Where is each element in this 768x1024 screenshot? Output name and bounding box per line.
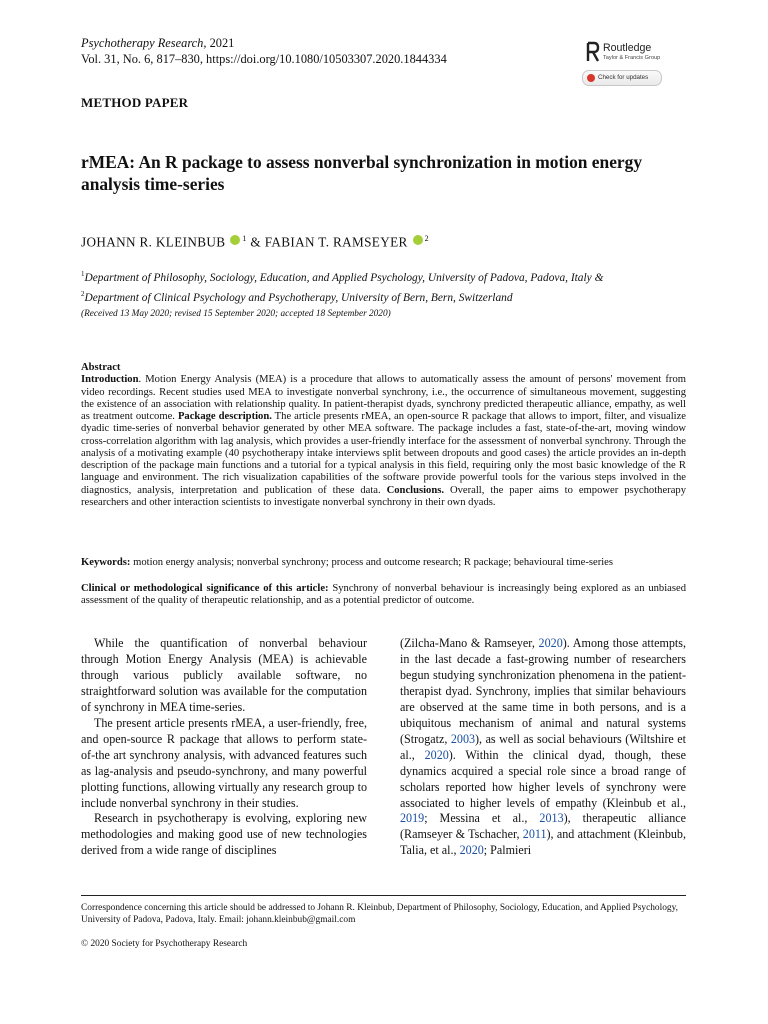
affiliation-1: $^1$Department of Philosophy, Sociology, Education, and Applied Psychology, University of Padova, Padova, Italy & (81, 270, 604, 284)
footnote-divider (81, 895, 686, 896)
author-name: JOHANN R. KLEINBUB (81, 234, 226, 250)
author-affil-mark: 2 (424, 234, 429, 243)
citation-link[interactable]: 2019 (400, 811, 425, 826)
keywords (81, 557, 686, 569)
body-column-left (81, 636, 367, 859)
body-column-right (400, 636, 686, 859)
abstract (81, 362, 686, 509)
body-paragraph: The present article presents rMEA, a user-friendly, free, and open-source R package that allows to perform state-of-the art synchrony analysis, with advanced features such as lag-analysis and pseudo-synchrony, and many powerful plotting functions, allowing virtually any research group to include nonverbal synchrony in their studies. (81, 715, 367, 810)
citation-link[interactable]: 2011 (522, 827, 547, 842)
check-for-updates-button[interactable] (582, 70, 662, 86)
abstract-conclusions-label: Conclusions. (386, 484, 445, 496)
routledge-logo-icon (586, 41, 600, 63)
orcid-icon[interactable] (230, 235, 240, 245)
citation-link[interactable]: 2020 (459, 843, 484, 858)
article-title: rMEA: An R package to assess nonverbal synchronization in motion energy analysis time-series (81, 152, 643, 194)
citation-link[interactable]: 2020 (424, 747, 449, 762)
body-paragraph: Research in psychotherapy is evolving, exploring new methodologies and making good use of new technologies derived from a wide range of disciplines (81, 811, 367, 858)
received-dates: (Received 13 May 2020; revised 15 September 2020; accepted 18 September 2020) (81, 309, 391, 319)
publisher-subname: Taylor & Francis Group (603, 55, 661, 61)
citation-line[interactable]: Vol. 31, No. 6, 817–830, https://doi.org/10.1080/10503307.2020.1844334 (81, 52, 447, 66)
journal-year: , 2021 (203, 36, 235, 50)
journal-header (81, 35, 447, 67)
abstract-heading: Abstract (81, 362, 121, 373)
abstract-conclusions-text: Overall, the paper aims to empower psychotherapy researchers and other interaction scientists to investigate nonverbal synchrony in their own dyads. (81, 484, 686, 508)
crossmark-icon (587, 74, 595, 82)
significance-label: Clinical or methodological significance of this article: (81, 583, 329, 594)
abstract-intro-label: Introduction (81, 374, 139, 386)
journal-name: Psychotherapy Research (81, 36, 204, 50)
keywords-text: motion energy analysis; nonverbal synchrony; process and outcome research; R package; behavioural time-series (130, 557, 613, 568)
significance-statement (81, 583, 686, 608)
affiliation-2: $^2$Department of Clinical Psychology and Psychotherapy, University of Bern, Bern, Switzerland (81, 289, 513, 304)
author-name: FABIAN T. RAMSEYER (264, 234, 408, 250)
keywords-label: Keywords: (81, 557, 131, 568)
abstract-intro-text: . Motion Energy Analysis (MEA) is a procedure that allows to automatically assess the amount of persons' movement from video recordings. Recent studies used MEA to investigate nonverbal synchrony, i.e., the occurrence of simultaneous movement, suggesting the existence of an association with relationship quality. In patient-therapist dyads, synchrony predicted therapeutic alliance, empathy, as well as treatment outcome. (81, 374, 686, 422)
citation-link[interactable]: 2020 (538, 636, 563, 650)
author-list (81, 234, 429, 250)
publisher-name: Routledge (603, 42, 652, 54)
author-separator: & (250, 234, 262, 250)
abstract-package-label: Package description. (177, 411, 272, 422)
correspondence-note: Correspondence concerning this article should be addressed to Johann R. Kleinbub, Department of Philosophy, Sociology, Education, and Applied Psychology, University of Padova, Padova, Italy. Email: johann.kleinbub@gmail.com (81, 903, 679, 925)
affiliations (81, 266, 603, 306)
orcid-icon[interactable] (413, 235, 423, 245)
body-paragraph: While the quantification of nonverbal behaviour through Motion Energy Analysis (MEA) is achievable through various publicly available software, no straightforward solution was available for the computation of synchrony in MEA time-series. (81, 636, 367, 714)
citation-link[interactable]: 2003 (450, 731, 476, 746)
significance-text: Synchrony of nonverbal behaviour is increasingly being explored as an unbiased assessment of the quality of therapeutic relationship, and as a potential predictor of outcome. (81, 583, 686, 607)
citation-link[interactable]: 2013 (539, 811, 564, 826)
body-paragraph: (Zilcha-Mano & Ramseyer, 2020). Among those attempts, in the last decade a fast-growing number of researchers begun studying synchronization phenomena in the patient-therapist dyad. Synchrony, implies that similar behaviours are observed at the same time in both persons, and is a ubiquitous mechanism of animal and natural systems (Strogatz, 2003), as well as social behaviours (Wiltshire et al., 2020). Within the clinical dyad, though, these dynamics acquired a special role since a broad range of scholars reported how higher levels of synchrony were associated to higher levels of empathy (Kleinbub et al., 2019; Messina et al., 2013), therapeutic alliance (Ramseyer & Tschacher, 2011), and attachment (Kleinbub, Talia, et al., 2020; Palmieri (400, 636, 687, 858)
check-for-updates-label: Check for updates (598, 74, 649, 81)
abstract-package-text: The article presents rMEA, an open-source R package that allows to import, filter, and visualize dyadic time-series of nonverbal behavior generated by other MEA software. The package includes a fast, state-of-the-art, moving window cross-correlation algorithm with lag analysis, which provides a user-friendly interface for the assessment of nonverbal synchrony. Through the analysis of a motivating example (40 psychotherapy intake interviews split between dropouts and good cases) the article provides an in-depth description of the package main functions and a tutorial for a typical analysis in this field, requiring only the most basic knowledge of the R language and environment. The rich visualization capabilities of the software provide powerful tools for the various steps involved in the diagnostics, analysis, interpretation and publication of these data. (81, 411, 686, 496)
copyright-line: © 2020 Society for Psychotherapy Research (81, 939, 248, 949)
author-affil-mark: 1 (242, 234, 247, 243)
article-type: METHOD PAPER (81, 95, 189, 110)
